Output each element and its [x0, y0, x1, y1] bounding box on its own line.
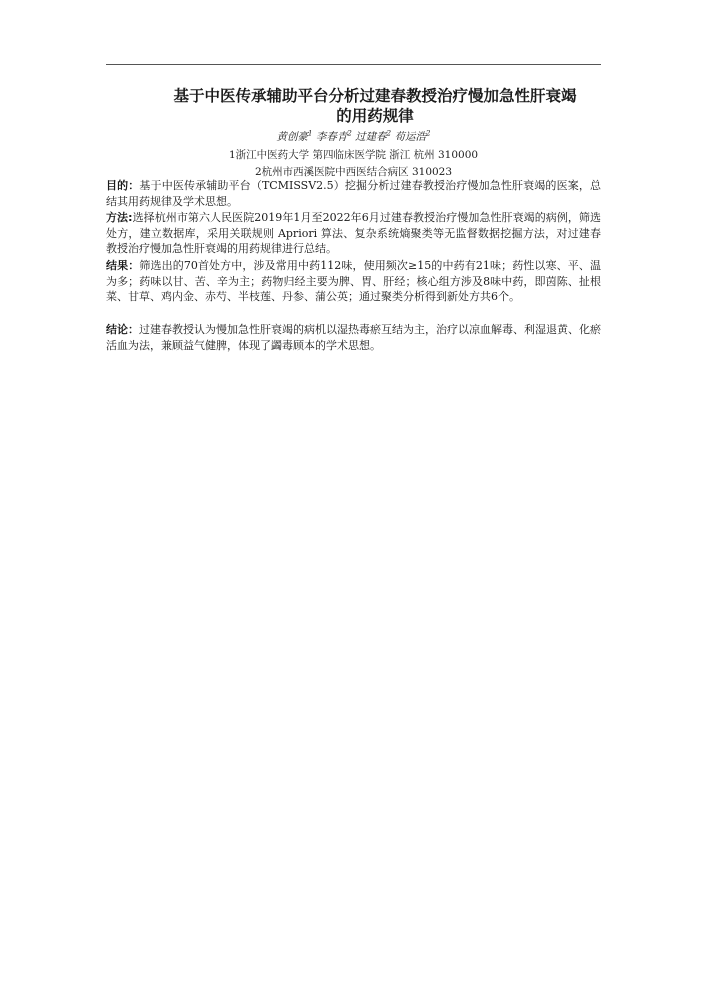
section-text: 筛选出的70首处方中，涉及常用中药112味，使用频次≥15的中药有21味；药性以寒、平、温为多；药味以甘、苦、辛为主；药物归经主要为脾、胃、肝经；核心组方涉及8味中药，即茵陈、扯根菜、甘草、鸡内金、赤芍、半枝莲、丹参、蒲公英；通过聚类分析得到新处方共6个。 — [106, 259, 602, 303]
section-label-separator: ： — [128, 179, 140, 192]
author-affiliation-mark: 1 — [308, 129, 313, 138]
section-label-separator: : — [128, 211, 133, 224]
author-name: 过建春 — [355, 131, 387, 143]
section-label: 方法 — [106, 211, 129, 224]
section-text: 过建春教授认为慢加急性肝衰竭的病机以湿热毒瘀互结为主，治疗以凉血解毒、利湿退黄、化瘀活血为法，兼顾益气健脾，体现了蠲毒顾本的学术思想。 — [106, 323, 601, 352]
abstract-objective — [106, 178, 601, 209]
abstract-results — [106, 258, 601, 305]
author-name: 荀运浩 — [394, 131, 426, 143]
section-text: 基于中医传承辅助平台（TCMISSV2.5）挖掘分析过建春教授治疗慢加急性肝衰竭的医案，总结其用药规律及学术思想。 — [106, 179, 601, 208]
affiliation-2: 2杭州市西溪医院中西医结合病区 310023 — [254, 166, 453, 178]
paper-title — [120, 86, 630, 126]
author-affiliation-mark: 2 — [386, 129, 392, 138]
title-line-2: 的用药规律 — [336, 107, 414, 125]
section-label-separator: ： — [128, 323, 139, 336]
abstract-conclusion — [106, 322, 601, 353]
abstract-methods — [106, 210, 601, 257]
section-text: 选择杭州市第六人民医院2019年1月至2022年6月过建春教授治疗慢加急性肝衰竭的病例，筛选处方，建立数据库，采用关联规则 Apriori 算法、复杂系统熵聚类等无监督数据挖掘方法，对过建春教授治疗慢加急性肝衰竭的用药规律进行总结。 — [106, 211, 601, 255]
author-affiliation-mark: 2 — [425, 129, 431, 138]
section-label: 结果 — [106, 259, 129, 272]
title-line-1: 基于中医传承辅助平台分析过建春教授治疗慢加急性肝衰竭 — [173, 87, 577, 105]
author-affiliation-mark: 2 — [347, 129, 352, 138]
author-list — [106, 129, 601, 144]
section-label: 结论 — [106, 323, 128, 336]
affiliation-1: 1浙江中医药大学 第四临床医学院 浙江 杭州 310000 — [228, 149, 479, 161]
header-rule — [106, 64, 601, 65]
author-name: 黄创豪 — [276, 131, 309, 143]
author-name: 李春青 — [315, 131, 348, 143]
section-label-separator: ： — [128, 259, 140, 272]
section-label: 目的 — [106, 179, 129, 192]
